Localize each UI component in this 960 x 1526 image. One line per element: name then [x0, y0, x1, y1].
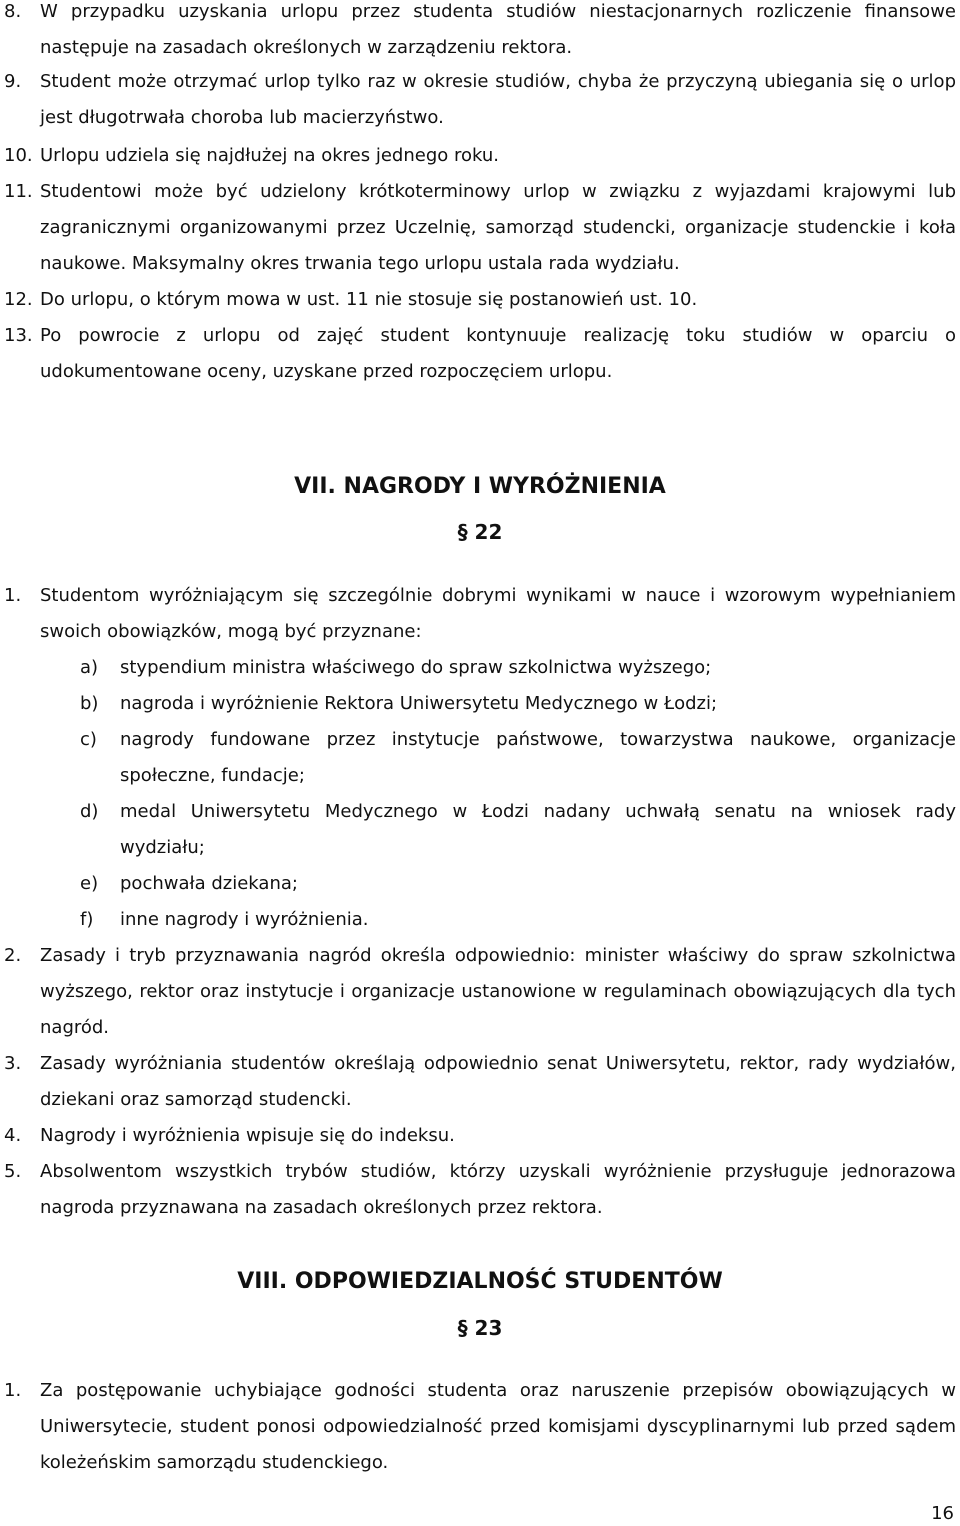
section-heading: VIII. ODPOWIEDZIALNOŚĆ STUDENTÓW: [237, 1269, 723, 1294]
item-text: Student może otrzymać urlop tylko raz w okresie studiów, chyba że przyczyną ubiegania się o urlop jest długotrwała choroba lub macierzyństwo.: [40, 71, 956, 128]
item-text: Po powrocie z urlopu od zajęć student kontynuuje realizację toku studiów w oparciu o udokumentowane oceny, uzyskane przed rozpoczęciem urlopu.: [40, 325, 956, 382]
item-text: Studentowi może być udzielony krótkoterminowy urlop w związku z wyjazdami krajowymi lub zagranicznymi organizowanymi przez Uczelnię, samorząd studencki, organizacje studenckie i koła naukowe. Maksymalny okres trwania tego urlopu ustala rada wydziału.: [40, 181, 956, 274]
sub-item-letter: c): [80, 729, 97, 750]
item-number: 1.: [4, 585, 22, 606]
item-text: Nagrody i wyróżnienia wpisuje się do indeksu.: [40, 1125, 455, 1146]
paragraph-number: § 23: [457, 1316, 503, 1340]
item-text: W przypadku uzyskania urlopu przez studenta studiów niestacjonarnych rozliczenie finansowe następuje na zasadach określonych w zarządzeniu rektora.: [40, 1, 956, 58]
list-item: [0, 1373, 956, 1481]
list-item: [0, 64, 956, 136]
sub-item: [80, 794, 956, 866]
sub-item-letter: e): [80, 873, 99, 894]
sub-item-text: nagroda i wyróżnienie Rektora Uniwersytetu Medycznego w Łodzi;: [120, 693, 718, 714]
sub-item-text: inne nagrody i wyróżnienia.: [120, 909, 369, 930]
item-number: 3.: [4, 1053, 22, 1074]
sub-item: [80, 866, 956, 902]
item-number: 2.: [4, 945, 22, 966]
sub-item-letter: a): [80, 657, 99, 678]
item-number: 12.: [4, 289, 33, 310]
item-text: Do urlopu, o którym mowa w ust. 11 nie stosuje się postanowień ust. 10.: [40, 289, 698, 310]
sub-item-letter: b): [80, 693, 99, 714]
sub-item: [80, 902, 956, 938]
paragraph-number: § 22: [457, 520, 503, 544]
item-number: 13.: [4, 325, 33, 346]
item-text: Absolwentom wszystkich trybów studiów, którzy uzyskali wyróżnienie przysługuje jednorazowa nagroda przyznawana na zasadach określonych przez rektora.: [40, 1161, 956, 1218]
sub-item: [80, 686, 956, 722]
sub-item-letter: d): [80, 801, 99, 822]
item-text: Zasady wyróżniania studentów określają odpowiednio senat Uniwersytetu, rektor, rady wydziałów, dziekani oraz samorząd studencki.: [40, 1053, 956, 1110]
item-number: 8.: [4, 1, 22, 22]
sub-item: [80, 650, 956, 686]
sub-item: [80, 722, 956, 794]
item-number: 10.: [4, 145, 33, 166]
item-text: Studentom wyróżniającym się szczególnie dobrymi wynikami w nauce i wzorowym wypełnianiem swoich obowiązków, mogą być przyznane:: [40, 585, 956, 642]
item-text: Zasady i tryb przyznawania nagród określa odpowiednio: minister właściwy do spraw szkolnictwa wyższego, rektor oraz instytucje i organizacje ustanowione w regulaminach obowiązujących dla tych nagród.: [40, 945, 956, 1038]
list-item: [0, 138, 956, 174]
list-item: [0, 1154, 956, 1226]
item-number: 11.: [4, 181, 33, 202]
list-item: [0, 174, 956, 282]
item-text: Za postępowanie uchybiające godności studenta oraz naruszenie przepisów obowiązujących w Uniwersytecie, student ponosi odpowiedzialność przed komisjami dyscyplinarnymi lub przed sądem koleżeńskim samorządu studenckiego.: [40, 1380, 956, 1473]
page-number: 16: [931, 1503, 954, 1524]
item-number: 9.: [4, 71, 22, 92]
item-number: 4.: [4, 1125, 22, 1146]
item-number: 5.: [4, 1161, 22, 1182]
section-heading: VII. NAGRODY I WYRÓŻNIENIA: [294, 474, 666, 499]
sub-item-text: pochwała dziekana;: [120, 873, 298, 894]
item-text: Urlopu udziela się najdłużej na okres jednego roku.: [40, 145, 499, 166]
sub-item-letter: f): [80, 909, 94, 930]
list-item: [0, 282, 956, 318]
list-item: [0, 938, 956, 1046]
sub-item-text: medal Uniwersytetu Medycznego w Łodzi nadany uchwałą senatu na wniosek rady wydziału;: [120, 801, 956, 858]
sub-item-text: nagrody fundowane przez instytucje państwowe, towarzystwa naukowe, organizacje społeczne, fundacje;: [120, 729, 956, 786]
list-item: [0, 318, 956, 390]
list-item: [0, 0, 956, 66]
list-item: [0, 1046, 956, 1118]
list-item: [0, 578, 956, 650]
item-number: 1.: [4, 1380, 22, 1401]
list-item: [0, 1118, 956, 1154]
sub-item-text: stypendium ministra właściwego do spraw szkolnictwa wyższego;: [120, 657, 712, 678]
